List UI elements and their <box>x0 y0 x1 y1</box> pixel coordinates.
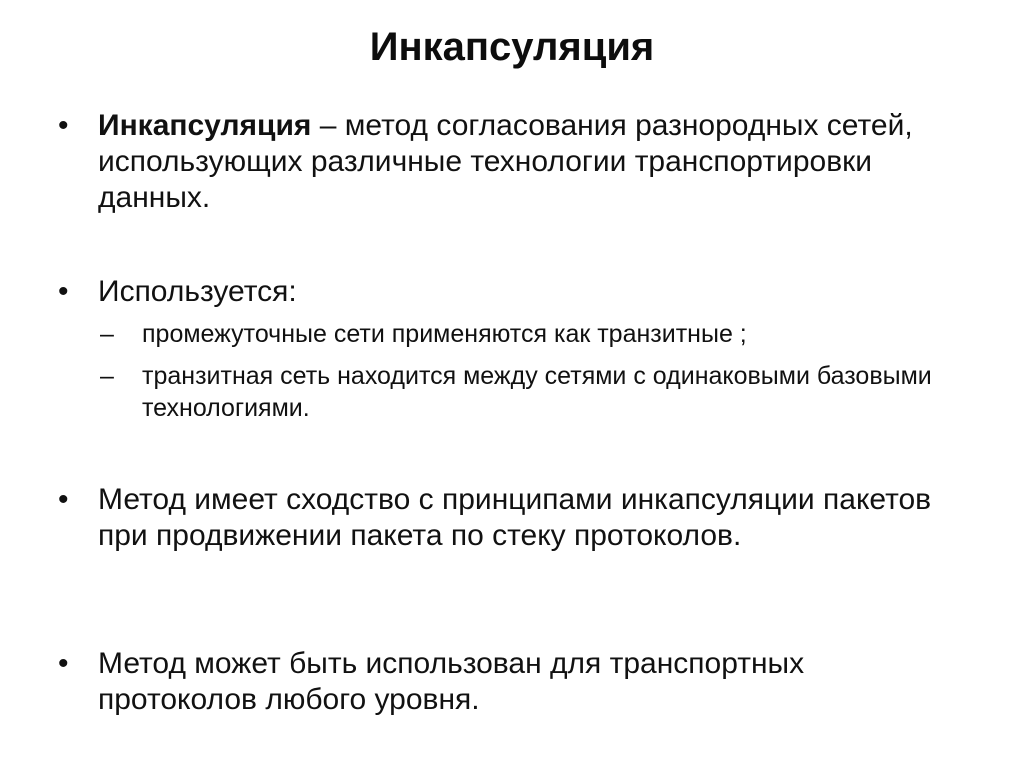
sub-bullet-text: транзитная сеть находится между сетями с одинаковыми базовыми технологиями. <box>142 362 932 422</box>
bullet-definition: – метод согласования разнородных сетей, использующих различные технологии транспортировки данных. <box>98 109 913 214</box>
sub-bullet-item <box>100 318 980 350</box>
bullet-marker: • <box>58 483 69 516</box>
bullet-marker: • <box>58 109 69 142</box>
bullet-text <box>98 108 958 216</box>
bullet-item <box>58 274 958 310</box>
bullet-text: Метод может быть использован для транспортных протоколов любого уровня. <box>98 647 805 716</box>
bullet-text: Метод имеет сходство с принципами инкапсуляции пакетов при продвижении пакета по стеку протоколов. <box>98 483 932 552</box>
sub-bullet-item <box>100 360 980 424</box>
bullet-marker: • <box>58 647 69 680</box>
bullet-item <box>58 646 958 718</box>
bullet-term: Инкапсуляция <box>98 109 312 142</box>
bullet-text: Используется: <box>98 275 297 308</box>
sub-bullet-marker: – <box>100 362 114 390</box>
slide-title: Инкапсуляция <box>369 25 655 69</box>
sub-bullet-marker: – <box>100 320 114 348</box>
sub-bullet-text: промежуточные сети применяются как транзитные ; <box>142 320 747 348</box>
bullet-marker: • <box>58 275 69 308</box>
bullet-item <box>58 482 958 554</box>
bullet-item <box>58 108 958 216</box>
